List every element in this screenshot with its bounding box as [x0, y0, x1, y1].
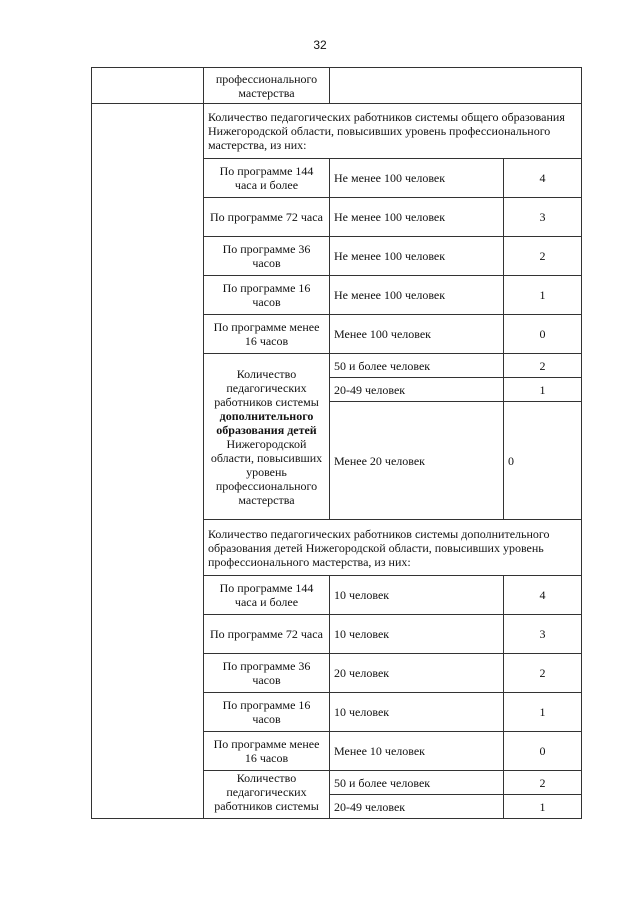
criterion-cell: 10 человек: [330, 615, 504, 654]
indicator-label: Количество педагогических работников системы: [204, 771, 330, 819]
criterion-cell: 50 и более человек: [330, 354, 504, 378]
score-cell: 1: [504, 795, 582, 819]
indicator-text: Количество педагогических работников системы: [214, 366, 319, 409]
criteria-table: [91, 67, 582, 819]
empty-cell: [92, 104, 204, 819]
criterion-cell: Менее 10 человек: [330, 732, 504, 771]
section-header: Количество педагогических работников системы дополнительного образования детей Нижегородской области, повысивших уровень профессионального мастерства, из них:: [204, 520, 582, 576]
criterion-cell: 50 и более человек: [330, 771, 504, 795]
program-cell: По программе менее 16 часов: [204, 732, 330, 771]
score-cell: 0: [504, 402, 582, 520]
score-cell: 0: [504, 732, 582, 771]
label-line: профессионального: [215, 71, 318, 86]
table-row: [92, 68, 582, 104]
criterion-cell: 20 человек: [330, 654, 504, 693]
score-cell: 1: [504, 378, 582, 402]
indicator-label: [204, 354, 330, 520]
criterion-cell: Не менее 100 человек: [330, 198, 504, 237]
page-number: 32: [313, 38, 327, 52]
criterion-cell: Не менее 100 человек: [330, 237, 504, 276]
criterion-cell: 10 человек: [330, 693, 504, 732]
criterion-cell: 10 человек: [330, 576, 504, 615]
score-cell: 1: [504, 276, 582, 315]
program-cell: По программе 16 часов: [204, 276, 330, 315]
score-cell: 2: [504, 354, 582, 378]
criterion-cell: Менее 100 человек: [330, 315, 504, 354]
score-cell: 0: [504, 315, 582, 354]
criterion-cell: Не менее 100 человек: [330, 276, 504, 315]
score-cell: 1: [504, 693, 582, 732]
criterion-cell: Менее 20 человек: [330, 402, 504, 520]
label-line: мастерства: [238, 85, 295, 100]
program-cell: По программе 72 часа: [204, 615, 330, 654]
program-cell: По программе 72 часа: [204, 198, 330, 237]
indicator-bold-text: дополнительного образования детей: [216, 408, 317, 437]
score-cell: 3: [504, 615, 582, 654]
score-cell: 4: [504, 576, 582, 615]
score-cell: 2: [504, 654, 582, 693]
empty-cell: [92, 68, 204, 104]
program-cell: По программе менее 16 часов: [204, 315, 330, 354]
program-cell: По программе 144 часа и более: [204, 159, 330, 198]
score-cell: 4: [504, 159, 582, 198]
criterion-cell: 20-49 человек: [330, 795, 504, 819]
program-cell: По программе 144 часа и более: [204, 576, 330, 615]
indicator-label: [204, 68, 330, 104]
program-cell: По программе 36 часов: [204, 654, 330, 693]
section-header: Количество педагогических работников системы общего образования Нижегородской области, повысивших уровень профессионального мастерства, из них:: [204, 104, 582, 159]
score-cell: 3: [504, 198, 582, 237]
program-cell: По программе 36 часов: [204, 237, 330, 276]
score-cell: 2: [504, 771, 582, 795]
criterion-cell: Не менее 100 человек: [330, 159, 504, 198]
indicator-text: Нижегородской области, повысивших уровень профессионального мастерства: [210, 436, 323, 507]
program-cell: По программе 16 часов: [204, 693, 330, 732]
table-row: [92, 104, 582, 159]
empty-cell: [330, 68, 582, 104]
score-cell: 2: [504, 237, 582, 276]
criterion-cell: 20-49 человек: [330, 378, 504, 402]
